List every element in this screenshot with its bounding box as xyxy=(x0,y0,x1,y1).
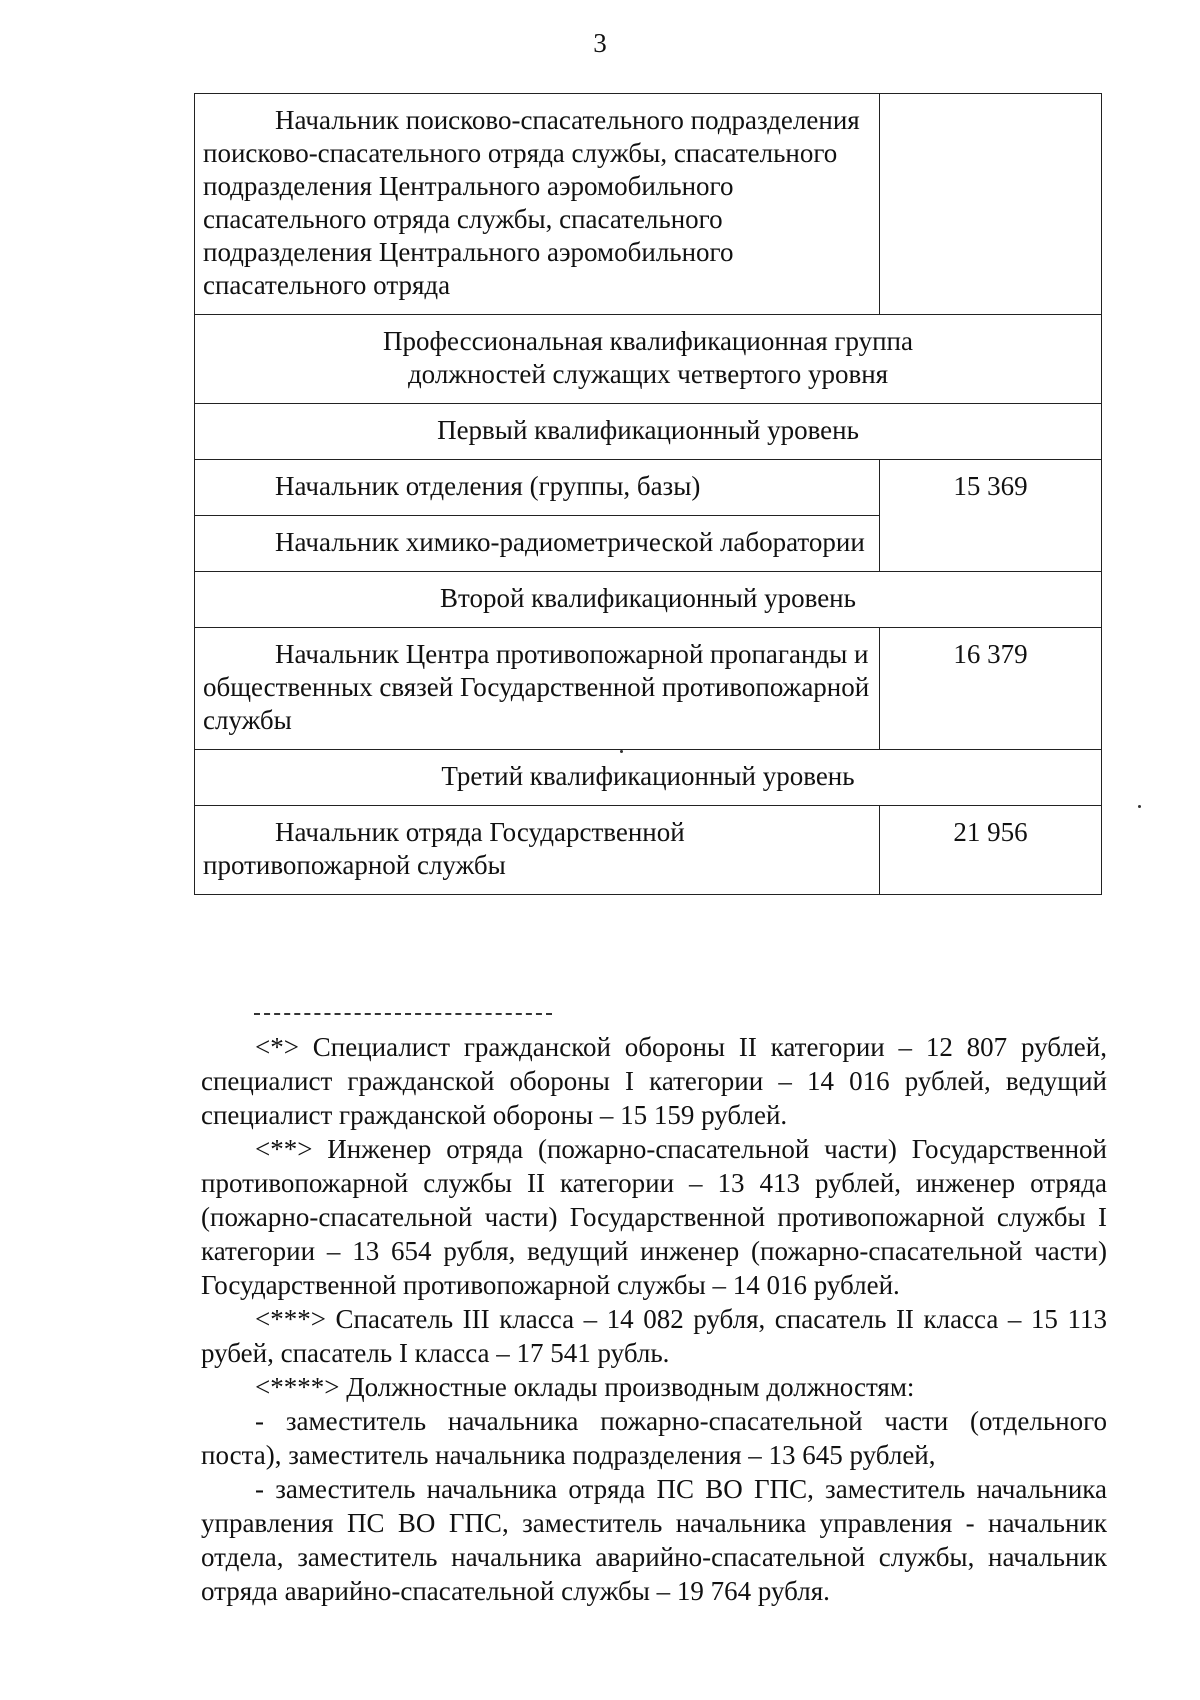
scan-speck xyxy=(620,750,623,753)
table-row xyxy=(195,750,1102,806)
position-name: Начальник отделения (группы, базы) xyxy=(275,471,701,501)
table-row xyxy=(195,806,1102,895)
level-header: Первый квалификационный уровень xyxy=(195,404,1102,460)
footnote-item: - заместитель начальника пожарно-спасательной части (отдельного поста), заместитель начальника подразделения – 13 645 рублей, xyxy=(201,1406,1107,1470)
page-number: 3 xyxy=(593,28,607,58)
group-header xyxy=(195,315,1102,404)
scan-speck xyxy=(1138,805,1141,808)
level-header: Второй квалификационный уровень xyxy=(195,572,1102,628)
table-row xyxy=(195,315,1102,404)
table-row xyxy=(195,460,1102,516)
position-name: Начальник химико-радиометрической лаборатории xyxy=(275,527,865,557)
level-header: Третий квалификационный уровень xyxy=(195,750,1102,806)
footnote: <**> Инженер отряда (пожарно-спасательной части) Государственной противопожарной службы II категории – 13 413 рублей, инженер отряда (пожарно-спасательной части) Государственной противопожарной службы I категории – 13 654 рубля, ведущий инженер (пожарно-спасательной части) Государственной противопожарной службы – 14 016 рублей. xyxy=(201,1134,1107,1300)
position-cell xyxy=(195,460,880,516)
position-name: Начальник отряда Государственной противопожарной службы xyxy=(203,817,685,880)
salary-cell: 15 369 xyxy=(880,460,1102,572)
footnote: <*> Специалист гражданской обороны II категории – 12 807 рублей, специалист гражданской обороны I категории – 14 016 рублей, ведущий специалист гражданской обороны – 15 159 рублей. xyxy=(201,1032,1107,1130)
salary-cell: 16 379 xyxy=(880,628,1102,750)
footnote-divider xyxy=(254,1013,552,1015)
position-cell xyxy=(195,94,880,315)
position-cell xyxy=(195,516,880,572)
table-row xyxy=(195,404,1102,460)
position-cell xyxy=(195,628,880,750)
footnotes xyxy=(201,1030,1107,1608)
salary-table xyxy=(194,93,1102,895)
footnote: <***> Спасатель III класса – 14 082 рубля, спасатель II класса – 15 113 рубей, спасатель I класса – 17 541 рубль. xyxy=(201,1304,1107,1368)
position-cell xyxy=(195,806,880,895)
table-row xyxy=(195,628,1102,750)
footnote-item: - заместитель начальника отряда ПС ВО ГПС, заместитель начальника управления ПС ВО ГПС, заместитель начальника управления - начальник отдела, заместитель начальника аварийно-спасательной службы, начальник отряда аварийно-спасательной службы – 19 764 рубля. xyxy=(201,1474,1107,1606)
salary-cell: 21 956 xyxy=(880,806,1102,895)
position-name: Начальник Центра противопожарной пропаганды и общественных связей Государственной противопожарной службы xyxy=(203,639,870,735)
footnote: <****> Должностные оклады производным должностям: xyxy=(255,1372,915,1402)
position-name: Начальник поисково-спасательного подразделения поисково-спасательного отряда службы, спасательного подразделения Центрального аэромобильного спасательного отряда службы, спасательного подразделения Центрального аэромобильного спасательного отряда xyxy=(203,105,860,300)
table-row xyxy=(195,572,1102,628)
group-header-text: Профессиональная квалификационная группа должностей служащих четвертого уровня xyxy=(383,326,913,389)
salary-cell xyxy=(880,94,1102,315)
table-row xyxy=(195,94,1102,315)
